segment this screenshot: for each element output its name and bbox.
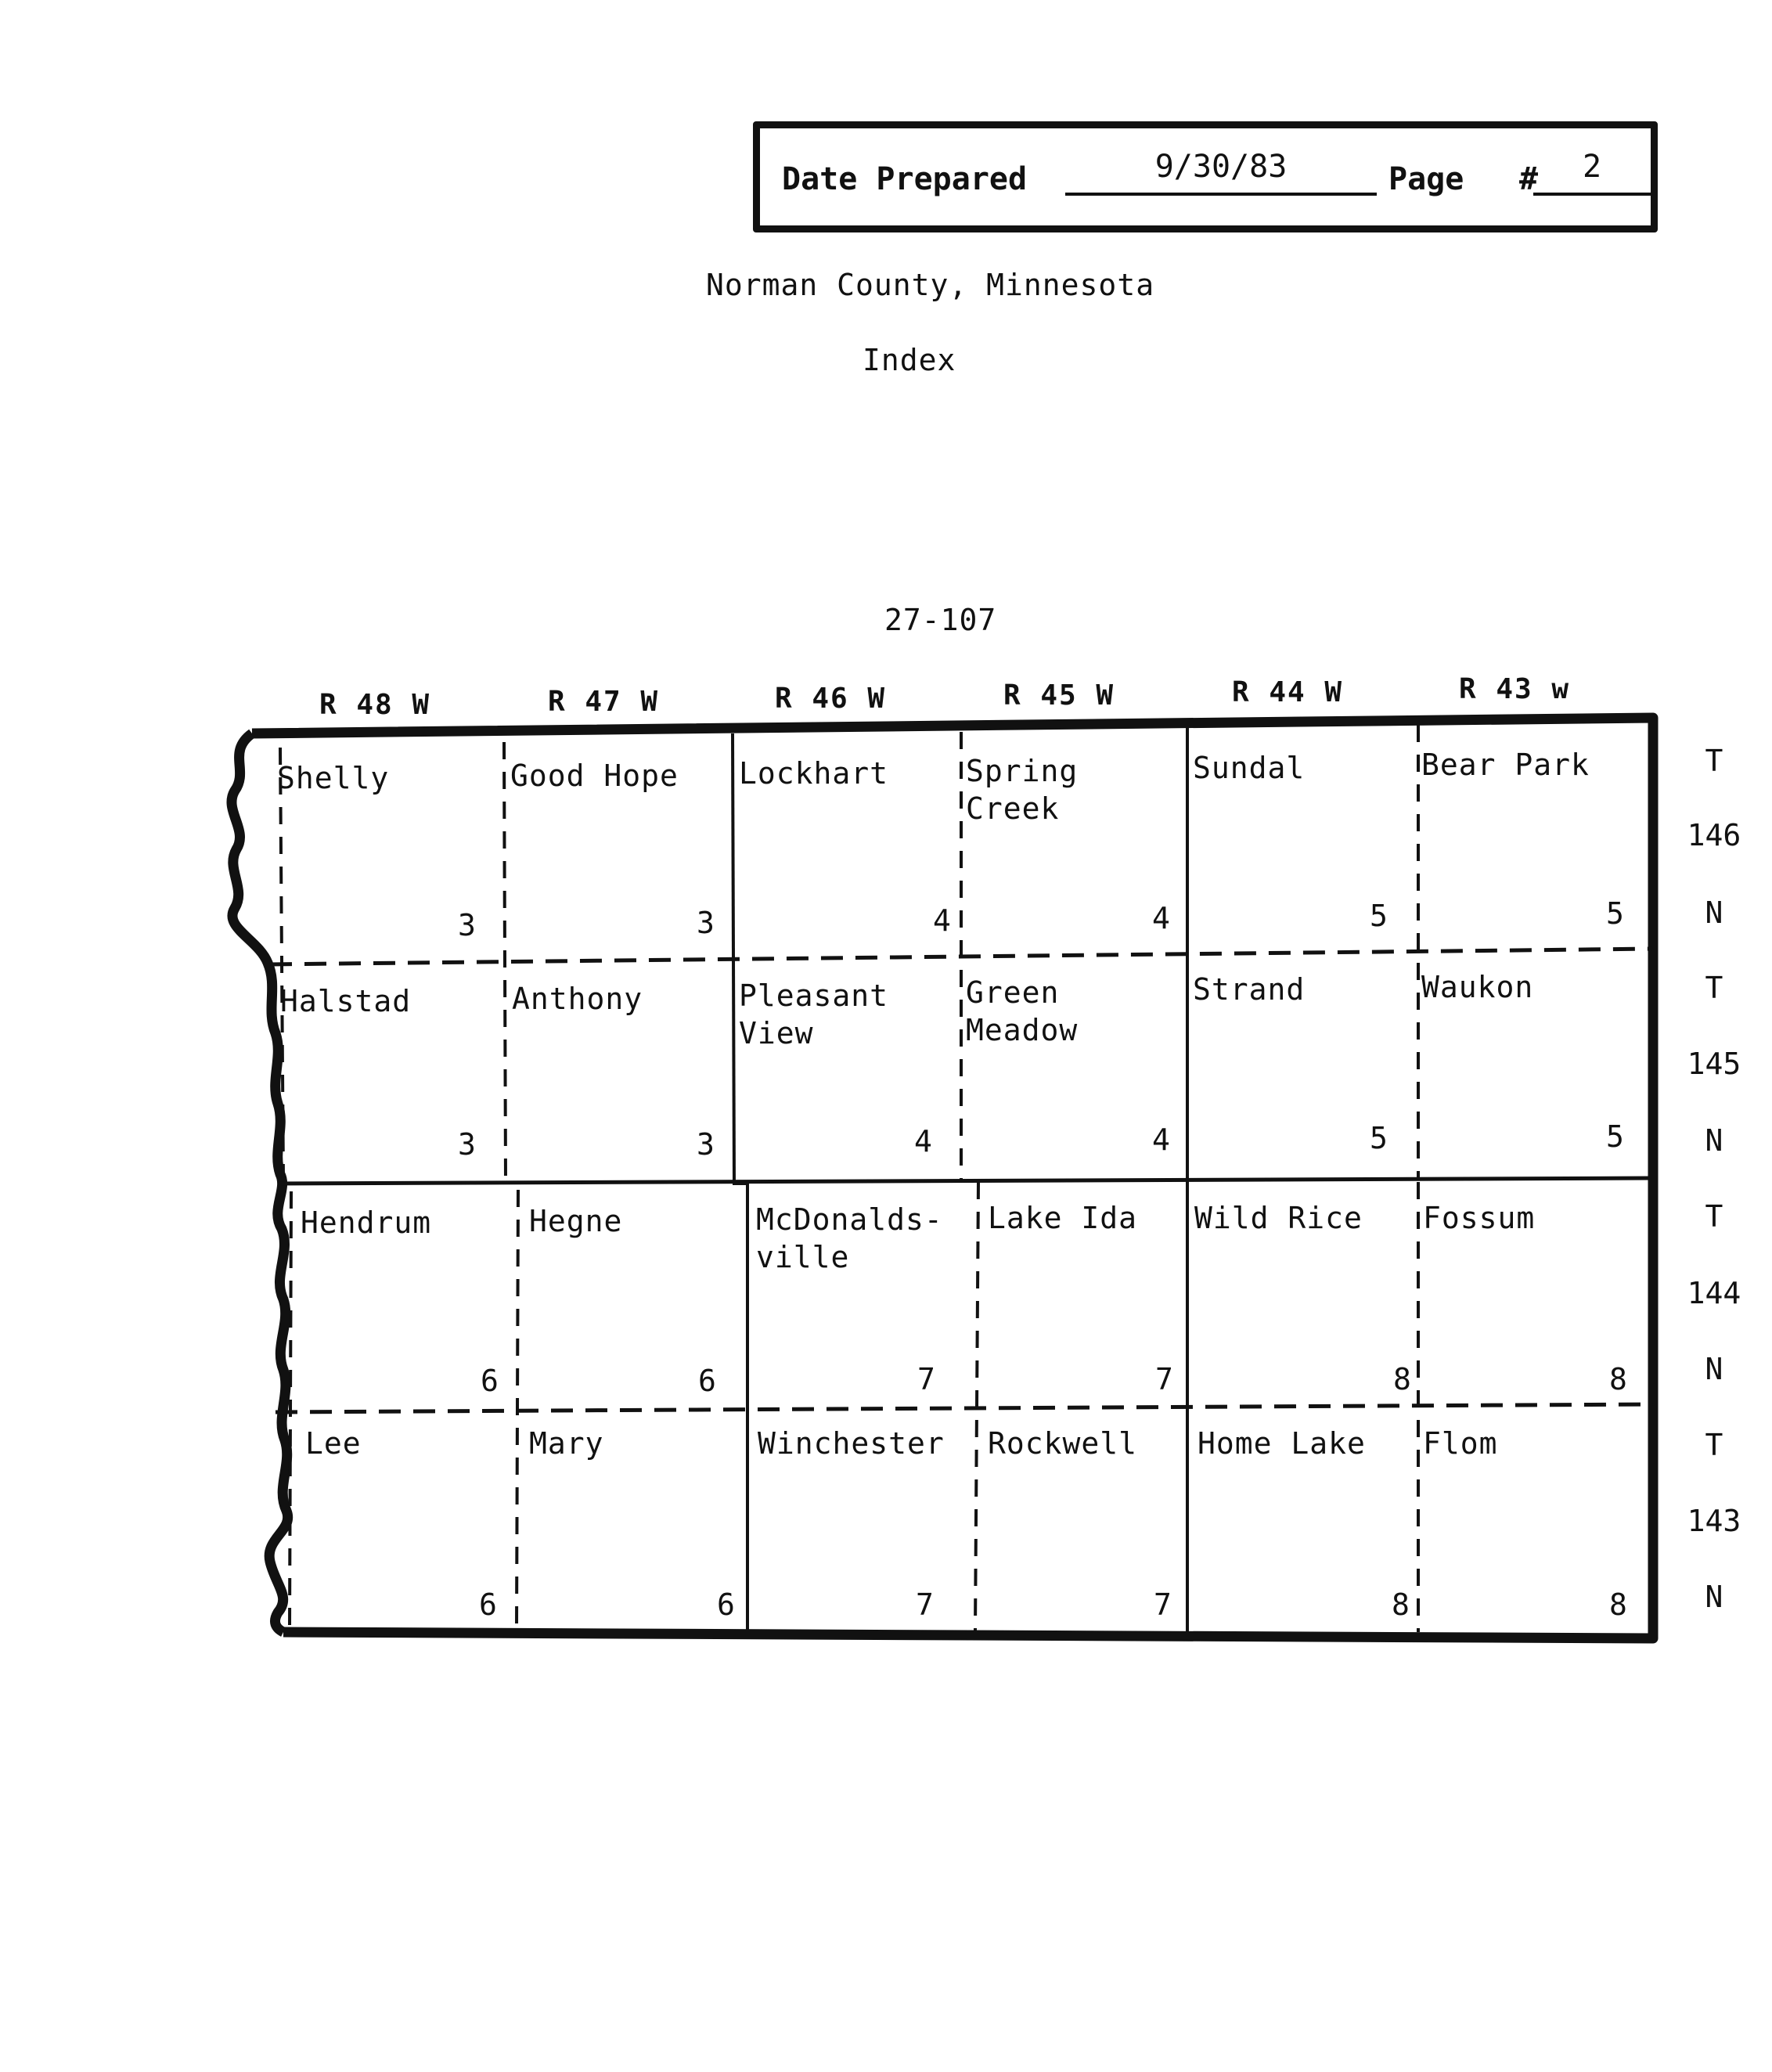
- township-name: Lockhart: [739, 756, 889, 791]
- date-prepared-label: Date Prepared: [782, 161, 1028, 197]
- range-label-r48w: R 48 W: [319, 689, 431, 721]
- township-name: Pleasant View: [739, 978, 889, 1050]
- township-page: 3: [458, 1127, 476, 1162]
- index-subtitle: Index: [863, 343, 956, 377]
- township-name: McDonalds- ville: [756, 1202, 943, 1274]
- township-name: Hegne: [529, 1204, 623, 1238]
- township-name: Lee: [305, 1426, 362, 1461]
- township-name: Bear Park: [1421, 748, 1590, 782]
- range-label-r44w: R 44 W: [1232, 676, 1344, 708]
- township-name: Mary: [529, 1426, 604, 1461]
- township-page: 6: [481, 1364, 499, 1398]
- township-number: 145: [1687, 1047, 1741, 1081]
- township-number: 143: [1687, 1504, 1741, 1538]
- range-label-r45w: R 45 W: [1003, 679, 1115, 712]
- township-t-label: T: [1705, 1199, 1723, 1234]
- township-page: 5: [1606, 896, 1624, 931]
- township-n-label: N: [1705, 1352, 1723, 1386]
- township-name: Strand: [1193, 972, 1306, 1007]
- map-reference-number: 27-107: [884, 603, 997, 637]
- township-page: 7: [916, 1587, 934, 1622]
- township-name: Shelly: [277, 761, 390, 795]
- township-page: 7: [1154, 1587, 1172, 1622]
- township-page: 4: [1152, 901, 1170, 935]
- township-page: 8: [1392, 1587, 1410, 1622]
- township-name: Rockwell: [988, 1426, 1138, 1461]
- township-page: 3: [697, 1127, 715, 1162]
- range-label-r47w: R 47 W: [548, 686, 660, 718]
- township-name: Wild Rice: [1194, 1201, 1363, 1235]
- township-number: 144: [1687, 1276, 1741, 1310]
- range-label-r46w: R 46 W: [775, 683, 887, 715]
- township-page: 7: [917, 1362, 935, 1396]
- township-name: Halstad: [280, 984, 412, 1018]
- township-page: 4: [933, 903, 951, 938]
- township-t-label: T: [1705, 971, 1723, 1005]
- township-number: 146: [1687, 818, 1741, 852]
- date-prepared-value: 9/30/83: [1065, 149, 1377, 196]
- township-page: 4: [914, 1124, 932, 1159]
- township-page: 7: [1155, 1362, 1173, 1396]
- township-page: 3: [697, 906, 715, 940]
- township-page: 5: [1370, 1121, 1388, 1155]
- township-name: Lake Ida: [988, 1201, 1138, 1235]
- township-name: Anthony: [512, 982, 643, 1016]
- township-name: Waukon: [1421, 970, 1534, 1004]
- page-label: Page: [1388, 161, 1464, 197]
- township-page: 5: [1370, 899, 1388, 933]
- township-t-label: T: [1705, 1428, 1723, 1462]
- township-page: 5: [1606, 1119, 1624, 1154]
- township-name: Winchester: [758, 1426, 945, 1461]
- township-page: 8: [1393, 1362, 1411, 1396]
- township-name: Flom: [1423, 1426, 1498, 1461]
- township-name: Hendrum: [301, 1205, 432, 1240]
- township-page: 6: [479, 1587, 497, 1622]
- county-title: Norman County, Minnesota: [706, 268, 1155, 302]
- township-page: 3: [458, 908, 476, 942]
- township-name: Spring Creek: [966, 754, 1079, 826]
- page-hash: #: [1519, 161, 1539, 197]
- page-number-value: 2: [1533, 149, 1651, 196]
- township-n-label: N: [1705, 1123, 1723, 1158]
- range-label-r43w: R 43 w: [1459, 673, 1571, 705]
- township-n-label: N: [1705, 895, 1723, 930]
- township-page: 8: [1609, 1362, 1627, 1396]
- township-n-label: N: [1705, 1580, 1723, 1614]
- township-name: Fossum: [1423, 1201, 1536, 1235]
- township-page: 4: [1152, 1122, 1170, 1157]
- township-page: 6: [717, 1587, 735, 1622]
- township-name: Green Meadow: [966, 975, 1079, 1047]
- township-name: Sundal: [1193, 751, 1306, 785]
- township-name: Home Lake: [1198, 1426, 1366, 1461]
- township-t-label: T: [1705, 744, 1723, 778]
- township-page: 6: [698, 1364, 716, 1398]
- township-name: Good Hope: [510, 759, 679, 793]
- township-page: 8: [1609, 1587, 1627, 1622]
